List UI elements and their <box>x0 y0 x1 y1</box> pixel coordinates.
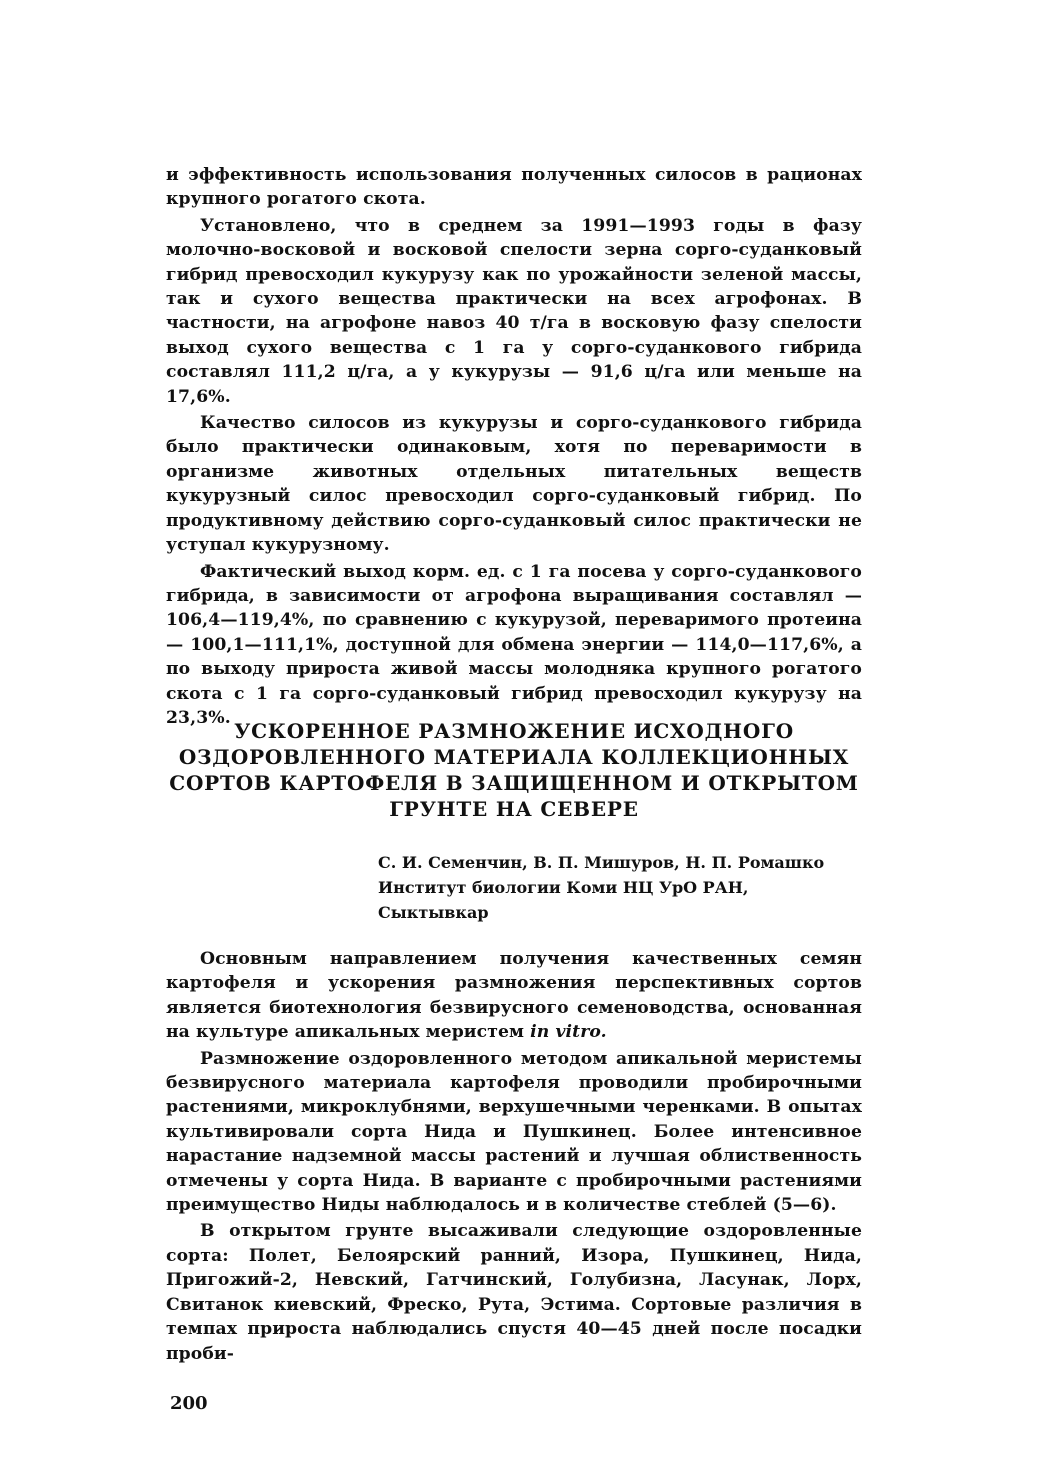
article-title <box>166 718 862 822</box>
paragraph: В открытом грунте высаживали следующие оздоровленные сорта: Полет, Белоярский ранний, Изора, Пушкинец, Нида, Пригожий-2, Невский, Гатчинский, Голубизна, Ласунак, Лорх, Свитанок киевский, Фреско, Рута, Эстима. Сортовые различия в темпах прироста наблюдались спустя 40—45 дней после посадки проби- <box>166 1221 862 1364</box>
author-city: Сыктывкар <box>378 903 489 922</box>
article-title-line: ОЗДОРОВЛЕННОГО МАТЕРИАЛА КОЛЛЕКЦИОННЫХ <box>178 745 850 769</box>
paragraph <box>166 947 862 1045</box>
previous-article-continuation <box>166 163 862 732</box>
paragraph: Качество силосов из кукурузы и сорго-суданкового гибрида было практически одинаковым, хотя по переваримости в организме животных отдельных питательных веществ кукурузный силос превосходил сорго-суданковый гибрид. По продуктивному действию сорго-суданковый силос практически не уступал кукурузному. <box>166 413 862 556</box>
article-title-line: ГРУНТЕ НА СЕВЕРЕ <box>389 797 639 821</box>
paragraph: Размножение оздоровленного методом апикальной меристемы безвирусного материала картофеля проводили пробирочными растениями, микроклубнями, верхушечными черенками. В опытах культивировали сорта Нида и Пушкинец. Более интенсивное нарастание надземной массы растений и лучшая облиственность отмечены у сорта Нида. В варианте с пробирочными растениями преимущество Ниды наблюдалось и в количестве стеблей (5—6). <box>166 1048 862 1216</box>
author-names: С. И. Семенчин, В. П. Мишуров, Н. П. Ромашко <box>378 853 825 872</box>
author-institution: Институт биологии Коми НЦ УрО РАН, <box>378 878 749 897</box>
page-number: 200 <box>170 1393 208 1414</box>
paragraph: Установлено, что в среднем за 1991—1993 годы в фазу молочно-восковой и восковой спелости зерна сорго-суданковый гибрид превосходил кукурузу как по урожайности зеленой массы, так и сухого вещества практически на всех агрофонах. В частности, на агрофоне навоз 40 т/га в восковую фазу спелости выход сухого вещества с 1 га у сорго-суданкового гибрида составлял 111,2 ц/га, а у кукурузы — 91,6 ц/га или меньше на 17,6%. <box>166 215 862 407</box>
italic-term: in vitro. <box>530 1022 607 1043</box>
paragraph-text: Основным направлением получения качественных семян картофеля и ускорения размножения перспективных сортов является биотехнология безвирусного семеноводства, основанная на культуре апикальных меристем <box>166 949 862 1043</box>
paragraph-continuation: и эффективность использования полученных силосов в рационах крупного рогатого скота. <box>166 165 862 210</box>
article-title-line: УСКОРЕННОЕ РАЗМНОЖЕНИЕ ИСХОДНОГО <box>234 719 794 743</box>
author-block <box>378 850 862 925</box>
article-title-line: СОРТОВ КАРТОФЕЛЯ В ЗАЩИЩЕННОМ И ОТКРЫТОМ <box>169 771 859 795</box>
article-body <box>166 947 862 1368</box>
paragraph: Фактический выход корм. ед. с 1 га посева у сорго-суданкового гибрида, в зависимости от агрофона выращивания составлял — 106,4—119,4%, по сравнению с кукурузой, переваримого протеина — 100,1—111,1%, доступной для обмена энергии — 114,0—117,6%, а по выходу прироста живой массы молодняка крупного рогатого скота с 1 га сорго-суданковый гибрид превосходил кукурузу на 23,3%. <box>166 561 862 728</box>
